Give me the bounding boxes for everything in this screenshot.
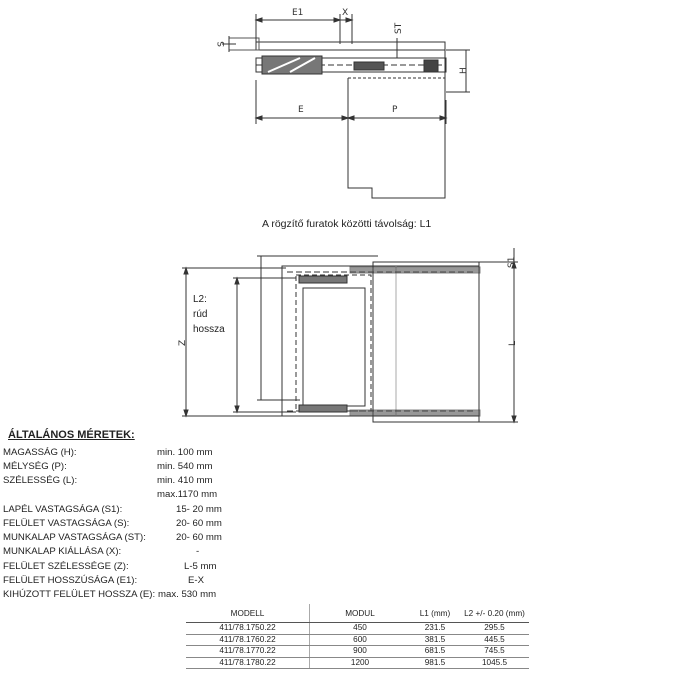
spec-row: [3, 561, 303, 575]
table-cell: 411/78.1750.22: [186, 623, 310, 635]
table-header-row: [186, 604, 529, 623]
dim-e1: E1: [292, 8, 304, 18]
table-cell: 450: [310, 623, 411, 635]
spec-label: SZÉLESSÉG (L):: [3, 475, 78, 486]
dim-s: S: [217, 41, 227, 47]
dim-s1: S1: [507, 256, 517, 268]
l2-label: [193, 292, 225, 337]
table-cell: 1200: [310, 657, 411, 669]
l2-label-line: hossza: [193, 324, 225, 335]
table-cell: 681.5: [410, 646, 460, 658]
spec-row: [3, 575, 303, 589]
spec-value: 20- 60 mm: [176, 518, 222, 529]
col-header-modul: MODUL: [310, 604, 411, 623]
spec-row: [3, 589, 303, 603]
spec-label: FELÜLET VASTAGSÁGA (S):: [3, 518, 130, 529]
spec-value: max.1170 mm: [157, 489, 218, 500]
spec-label: MÉLYSÉG (P):: [3, 461, 67, 472]
dim-x: X: [342, 8, 349, 18]
side-view-drawing: [222, 14, 470, 198]
spec-row: [3, 546, 303, 560]
table-cell: 411/78.1770.22: [186, 646, 310, 658]
spec-value: min. 410 mm: [157, 475, 213, 486]
spec-value: E-X: [188, 575, 204, 586]
models-table: [186, 604, 529, 669]
spec-label: MUNKALAP VASTAGSÁGA (ST):: [3, 532, 146, 543]
spec-row: [3, 532, 303, 546]
table-row: [186, 646, 529, 658]
spec-label: FELÜLET SZÉLESSÉGE (Z):: [3, 561, 129, 572]
spec-value: 20- 60 mm: [176, 532, 222, 543]
l2-label-line: rúd: [193, 309, 208, 320]
spec-label: MUNKALAP KIÁLLÁSA (X):: [3, 546, 122, 557]
spec-row: [3, 489, 303, 503]
spec-value: min. 540 mm: [157, 461, 213, 472]
spec-value: 15- 20 mm: [176, 504, 222, 515]
spec-row: [3, 461, 303, 475]
table-cell: 900: [310, 646, 411, 658]
table-cell: 1045.5: [460, 657, 529, 669]
spec-value: min. 100 mm: [157, 447, 213, 458]
dim-h: H: [459, 67, 469, 74]
col-header-model: MODELL: [186, 604, 310, 623]
spec-label: MAGASSÁG (H):: [3, 447, 77, 458]
top-view-drawing: [182, 248, 518, 422]
col-header-l2: L2 +/- 0.20 (mm): [460, 604, 529, 623]
spec-value: -: [196, 546, 200, 557]
table-row: [186, 623, 529, 635]
specs-title: ÁLTALÁNOS MÉRETEK:: [8, 429, 135, 441]
table-cell: 411/78.1760.22: [186, 634, 310, 646]
l2-label-line: L2:: [193, 294, 207, 305]
table-cell: 411/78.1780.22: [186, 657, 310, 669]
col-header-l1: L1 (mm): [410, 604, 460, 623]
dim-st: ST: [394, 22, 404, 34]
dim-z: Z: [178, 339, 188, 346]
spec-label: KIHÚZOTT FELÜLET HOSSZA (E):: [3, 589, 156, 600]
spec-row: [3, 447, 303, 461]
table-cell: 295.5: [460, 623, 529, 635]
table-cell: 981.5: [410, 657, 460, 669]
table-cell: 445.5: [460, 634, 529, 646]
dim-p: P: [392, 105, 398, 115]
spec-row: [3, 504, 303, 518]
spec-row: [3, 475, 303, 489]
table-cell: 600: [310, 634, 411, 646]
spec-label: FELÜLET HOSSZÚSÁGA (E1):: [3, 575, 138, 586]
spec-value: max. 530 mm: [158, 589, 217, 600]
table-cell: 381.5: [410, 634, 460, 646]
table-row: [186, 657, 529, 669]
spec-row: [3, 518, 303, 532]
spec-label: LAPÉL VASTAGSÁGA (S1):: [3, 504, 123, 515]
table-cell: 745.5: [460, 646, 529, 658]
dim-e: E: [298, 105, 304, 115]
table-cell: 231.5: [410, 623, 460, 635]
table-row: [186, 634, 529, 646]
spec-value: L-5 mm: [184, 561, 217, 572]
dim-l: L: [508, 340, 518, 346]
drawing-caption: A rögzítő furatok közötti távolság: L1: [262, 218, 432, 230]
